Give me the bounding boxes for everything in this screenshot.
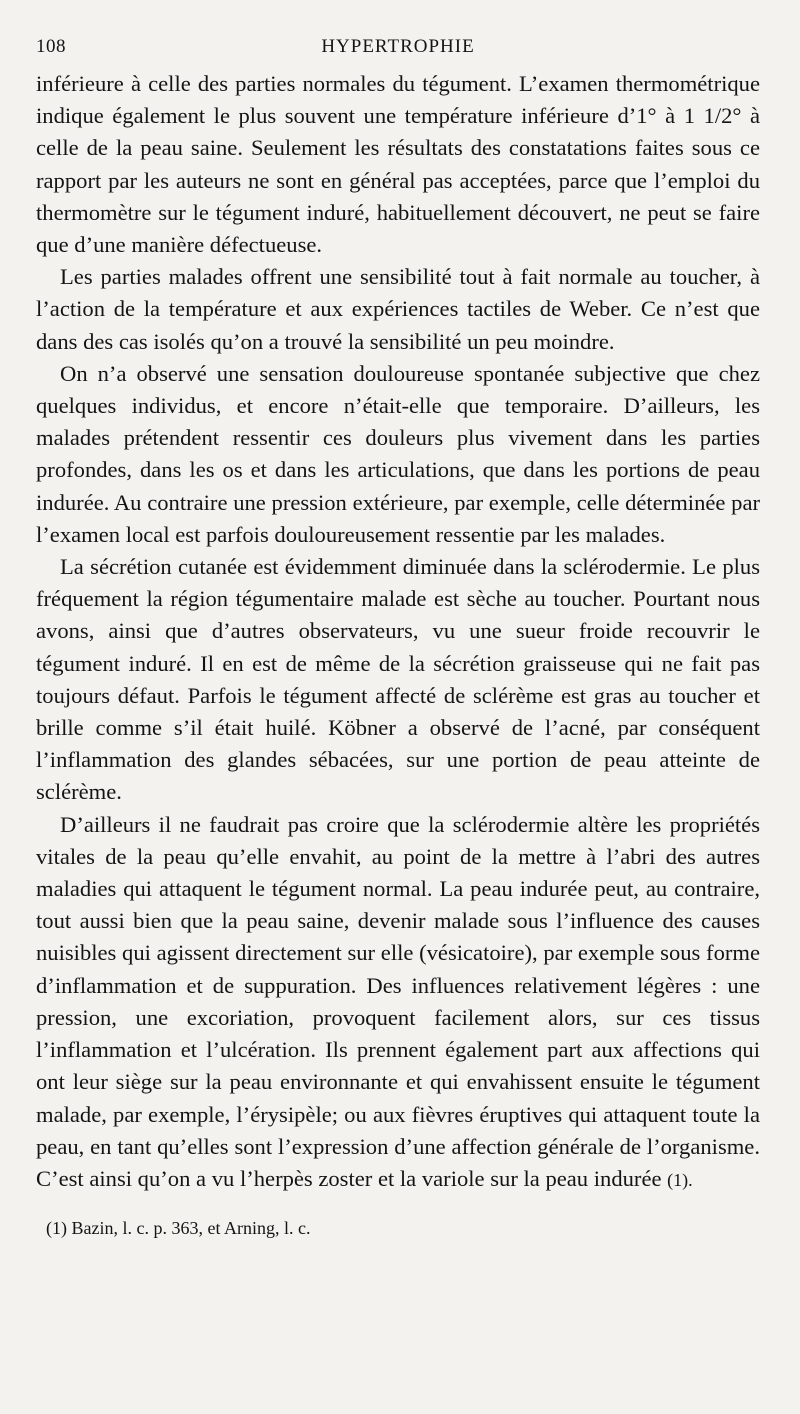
footnote: (1) Bazin, l. c. p. 363, et Arning, l. c. xyxy=(46,1218,311,1239)
running-title: HYPERTROPHIE xyxy=(321,36,475,57)
paragraph-continuation: inférieure à celle des parties normales du tégument. L’examen thermométrique indique également le plus souvent une température inférieure d’1° à 1 1/2° à celle de la peau saine. Seulement les résultats des constatations faites sous ce rapport par les auteurs ne sont en général pas acceptées, parce que l’emploi du thermomètre sur le tégument induré, habituellement découvert, ne peut se faire que d’une manière défectueuse. xyxy=(36,71,760,258)
body-text xyxy=(36,68,760,1196)
footnote-reference: (1). xyxy=(667,1169,693,1190)
page-number: 108 xyxy=(36,36,66,57)
paragraph-secretion: La sécrétion cutanée est évidemment diminuée dans la sclérodermie. Le plus fréquement la région tégumentaire malade est sèche au toucher. Pourtant nous avons, ainsi que d’autres observateurs, vu une sueur froide recouvrir le tégument induré. Il en est de même de la sécrétion graisseuse qui ne fait pas toujours défaut. Parfois le tégument affecté de sclérème est gras au toucher et brille comme s’il était huilé. Köbner a observé de l’acné, par conséquent l’inflammation des glandes sébacées, sur une portion de peau atteinte de sclérème. xyxy=(36,554,760,805)
paragraph-sensibility: Les parties malades offrent une sensibilité tout à fait normale au toucher, à l’action de la température et aux expériences tactiles de Weber. Ce n’est que dans des cas isolés qu’on a trouvé la sensibilité un peu moindre. xyxy=(36,264,760,354)
page-header xyxy=(36,28,760,68)
paragraph-pain: On n’a observé une sensation douloureuse spontanée subjective que chez quelques individus, et encore n’était-elle que temporaire. D’ailleurs, les malades prétendent ressentir ces douleurs plus vivement dans les parties profondes, dans les os et dans les articulations, que dans les portions de peau indurée. Au contraire une pression extérieure, par exemple, celle déterminée par l’examen local est parfois douloureusement ressentie par les malades. xyxy=(36,360,760,547)
paragraph-vital-properties-text: D’ailleurs il ne faudrait pas croire que la sclérodermie altère les propriétés vitales de la peau qu’elle envahit, au point de la mettre à l’abri des autres maladies qui attaquent le tégument normal. La peau indurée peut, au contraire, tout aussi bien que la peau saine, devenir malade sous l’influence des causes nuisibles qui agissent directement sur elle (vésicatoire), par exemple sous forme d’inflammation et de suppuration. Des influences relativement légères : une pression, une excoriation, provoquent facilement alors, sur ces tissus l’inflammation et l’ulcération. Ils prennent également part aux affections qui ont leur siège sur la peau environnante et qui envahissent ensuite le tégument malade, par exemple, l’érysipèle; ou aux fièvres éruptives qui attaquent toute la peau, en tant qu’elles sont l’expression d’une affection générale de l’organisme. C’est ainsi qu’on a vu l’herpès zoster et la variole sur la peau indurée xyxy=(36,811,760,1191)
paragraph-vital-properties xyxy=(36,809,760,1196)
